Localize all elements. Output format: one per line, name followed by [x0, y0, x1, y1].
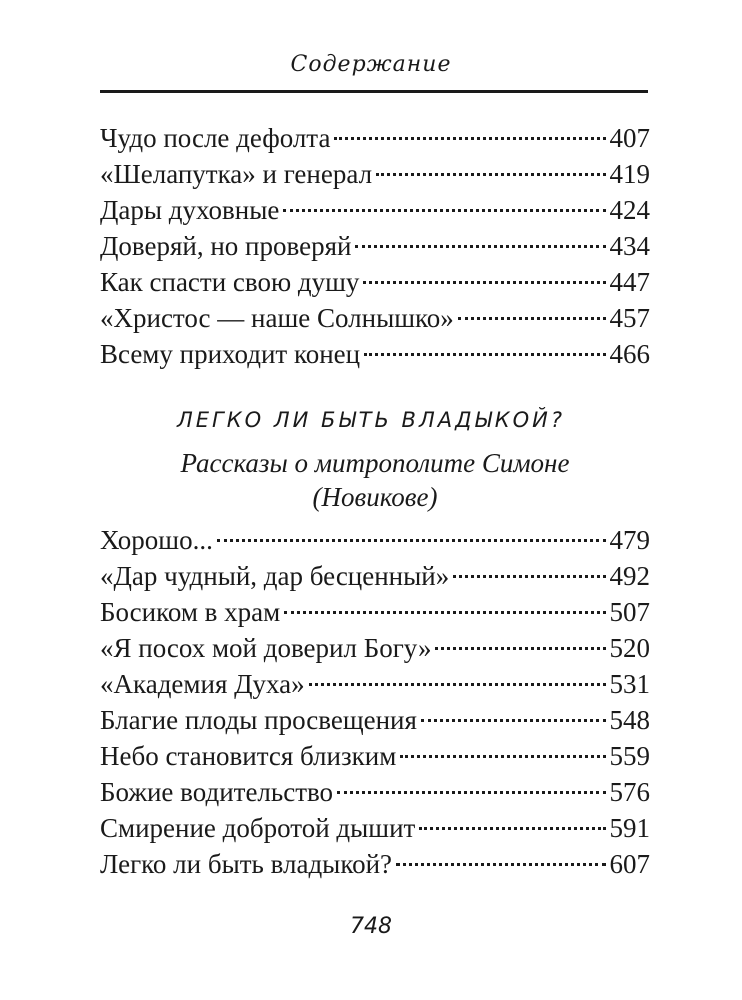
toc-entry-page: 576 [609, 777, 650, 807]
toc-entry-page: 520 [609, 633, 650, 663]
toc-leader-dots [283, 209, 605, 212]
toc-entry-title: Как спасти свою душу [100, 267, 360, 297]
toc-leader-dots [376, 173, 605, 176]
toc-entry-page: 457 [609, 303, 650, 333]
toc-entry-page: 548 [609, 705, 650, 735]
toc-leader-dots [334, 137, 605, 140]
toc-leader-dots [309, 683, 606, 686]
toc-entry-title: Благие плоды просвещения [100, 705, 417, 735]
toc-entry-title: Смирение добротой дышит [100, 813, 416, 843]
toc-entry-title: «Шелапутка» и генерал [100, 159, 373, 189]
toc-entry [100, 300, 650, 336]
toc-entry-title: Доверяй, но проверяй [100, 231, 352, 261]
page-number: 748 [350, 914, 392, 939]
toc-entry [100, 810, 650, 846]
toc-leader-dots [217, 539, 606, 542]
toc-entry-page: 559 [609, 741, 650, 771]
toc-entry-title: Легко ли быть владыкой? [100, 849, 393, 879]
toc-entry [100, 594, 650, 630]
toc-leader-dots [453, 575, 605, 578]
toc-entry-title: «Христос — наше Солнышко» [100, 303, 454, 333]
running-header: Содержание [290, 52, 452, 77]
toc-entry-title: Хорошо... [100, 525, 213, 555]
toc-entry-page: 507 [609, 597, 650, 627]
toc-entry-page: 419 [609, 159, 650, 189]
toc-entry [100, 774, 650, 810]
toc-entry-page: 479 [609, 525, 650, 555]
toc-leader-dots [458, 317, 606, 320]
toc-entry [100, 228, 650, 264]
toc-entry [100, 192, 650, 228]
toc-entry-title: Чудо после дефолта [100, 123, 331, 153]
toc-entry-title: «Я посох мой доверил Богу» [100, 633, 432, 663]
toc-leader-dots [364, 353, 605, 356]
toc-entry-page: 607 [609, 849, 650, 879]
toc-leader-dots [419, 827, 605, 830]
toc-entry [100, 558, 650, 594]
toc-leader-dots [400, 755, 605, 758]
toc-leader-dots [337, 791, 605, 794]
section-subtitle [100, 446, 650, 514]
section-subtitle-line2: (Новикове) [312, 482, 438, 512]
toc-entry [100, 630, 650, 666]
toc-leader-dots [284, 611, 605, 614]
toc-entry [100, 846, 650, 882]
toc-entry-page: 434 [609, 231, 650, 261]
header-rule [100, 90, 648, 93]
toc-entry-page: 492 [609, 561, 650, 591]
toc-entry-title: Босиком в храм [100, 597, 281, 627]
toc-list-part1 [100, 120, 650, 372]
section-subtitle-line1: Рассказы о митрополите Симоне [180, 448, 570, 478]
toc-leader-dots [363, 281, 605, 284]
section-title: ЛЕГКО ЛИ БЫТЬ ВЛАДЫКОЙ? [177, 408, 565, 432]
toc-entry-title: Всему приходит конец [100, 339, 361, 369]
toc-entry [100, 666, 650, 702]
toc-entry-page: 407 [609, 123, 650, 153]
toc-entry-title: Божие водительство [100, 777, 334, 807]
toc-leader-dots [355, 245, 605, 248]
toc-entry [100, 120, 650, 156]
toc-entry-page: 424 [609, 195, 650, 225]
toc-entry-page: 531 [609, 669, 650, 699]
toc-entry [100, 336, 650, 372]
toc-entry [100, 738, 650, 774]
toc-entry-title: «Академия Духа» [100, 669, 305, 699]
toc-leader-dots [435, 647, 605, 650]
toc-list-part2 [100, 522, 650, 882]
toc-leader-dots [396, 863, 605, 866]
toc-entry-page: 447 [609, 267, 650, 297]
toc-entry [100, 264, 650, 300]
toc-entry [100, 702, 650, 738]
toc-entry-page: 591 [609, 813, 650, 843]
toc-entry-title: Дары духовные [100, 195, 280, 225]
toc-entry-title: «Дар чудный, дар бесценный» [100, 561, 450, 591]
toc-entry-page: 466 [609, 339, 650, 369]
toc-entry-title: Небо становится близким [100, 741, 397, 771]
toc-entry [100, 156, 650, 192]
toc-leader-dots [421, 719, 606, 722]
toc-entry [100, 522, 650, 558]
